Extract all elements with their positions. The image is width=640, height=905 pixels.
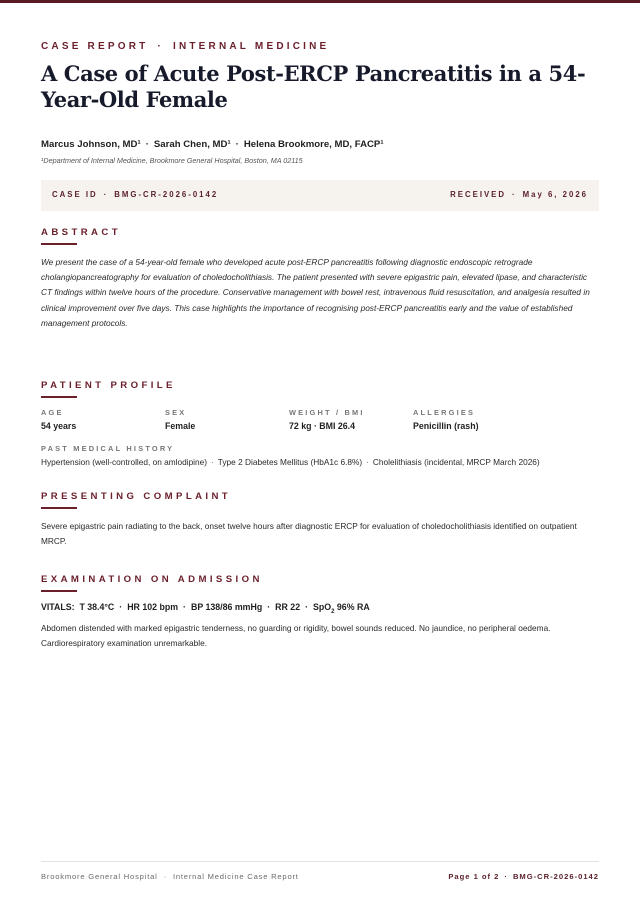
vital-blood-pressure: BP 138/86 mmHg bbox=[190, 602, 263, 612]
report-category: CASE REPORT bbox=[41, 41, 149, 52]
footer-hospital: Brookmore General Hospital bbox=[41, 872, 158, 881]
past-medical-history bbox=[41, 457, 601, 467]
examination-text: Abdomen distended with marked epigastric tenderness, no guarding or rigidity, bowel sounds reduced. No jaundice, no peripheral oedema. Cardiorespiratory examination unremarkable. bbox=[41, 623, 551, 648]
footer-separator: · bbox=[163, 872, 167, 881]
vitals-line bbox=[41, 602, 370, 615]
weight-bmi-label: WEIGHT / BMI bbox=[289, 408, 365, 417]
pmh-separator: · bbox=[211, 457, 214, 467]
vitals-separator: · bbox=[305, 602, 309, 612]
received-value: May 6, 2026 bbox=[522, 190, 588, 199]
spo2-prefix: SpO bbox=[313, 602, 332, 612]
presenting-complaint-heading: PRESENTING COMPLAINT bbox=[41, 491, 232, 502]
age-value: 54 years bbox=[41, 421, 77, 431]
presenting-complaint-text: Severe epigastric pain radiating to the back, onset twelve hours after diagnostic ERCP for evaluation of choledocholithiasis identified on outpatient MRCP. bbox=[41, 521, 577, 546]
received-date bbox=[450, 190, 588, 199]
footer-source bbox=[41, 872, 299, 881]
report-kicker bbox=[41, 41, 329, 52]
vital-spo2 bbox=[313, 602, 370, 615]
received-label: RECEIVED bbox=[450, 190, 507, 199]
report-specialty: INTERNAL MEDICINE bbox=[172, 41, 330, 52]
footer-pagination bbox=[448, 872, 599, 881]
vital-respiratory-rate: RR 22 bbox=[275, 602, 301, 612]
footer-report-type: Internal Medicine Case Report bbox=[172, 872, 299, 881]
footer-separator: · bbox=[504, 872, 508, 881]
patient-profile-heading-rule bbox=[41, 396, 77, 398]
case-meta-bar bbox=[41, 180, 599, 211]
kicker-separator: · bbox=[157, 41, 164, 52]
examination-heading-rule bbox=[41, 590, 77, 592]
report-title: A Case of Acute Post-ERCP Pancreatitis in a 54-Year-Old Female bbox=[41, 61, 586, 112]
author-2: Sarah Chen, MD¹ bbox=[153, 139, 231, 150]
examination-heading: EXAMINATION ON ADMISSION bbox=[41, 574, 263, 585]
case-id-value: BMG-CR-2026-0142 bbox=[114, 190, 219, 199]
page-number: Page 1 of 2 bbox=[448, 872, 500, 881]
top-accent-rule bbox=[0, 0, 640, 3]
meta-separator: · bbox=[512, 190, 517, 199]
author-1: Marcus Johnson, MD¹ bbox=[41, 139, 141, 150]
vitals-separator: · bbox=[119, 602, 123, 612]
case-id bbox=[52, 190, 218, 199]
presenting-complaint-heading-rule bbox=[41, 507, 77, 509]
meta-separator: · bbox=[103, 190, 109, 199]
vital-heart-rate: HR 102 bpm bbox=[127, 602, 179, 612]
footer-case-id: BMG-CR-2026-0142 bbox=[512, 872, 599, 881]
abstract-text: We present the case of a 54-year-old female who developed acute post-ERCP pancreatitis following diagnostic endoscopic retrograde cholangiopancreatography for evaluation of choledocholithiasis. The patient presented with severe epigastric pain, elevated lipase, and characteristic CT findings within twelve hours of the procedure. Conservative management with bowel rest, intravenous fluid resuscitation, and analgesia resulted in clinical improvement over five days. This case highlights the importance of recognising post-ERCP pancreatitis early and the value of established management protocols. bbox=[41, 257, 590, 328]
weight-bmi-value: 72 kg · BMI 26.4 bbox=[289, 421, 356, 431]
case-id-label: CASE ID bbox=[52, 190, 98, 199]
spo2-value: 96% RA bbox=[334, 602, 370, 612]
vital-temperature: T 38.4°C bbox=[79, 602, 115, 612]
vitals-separator: · bbox=[267, 602, 271, 612]
abstract-heading: ABSTRACT bbox=[41, 227, 121, 238]
sex-label: SEX bbox=[165, 408, 187, 417]
pmh-separator: · bbox=[366, 457, 369, 467]
past-medical-history-label: PAST MEDICAL HISTORY bbox=[41, 444, 175, 453]
author-separator: · bbox=[235, 139, 239, 150]
spo2-subscript: 2 bbox=[331, 608, 335, 615]
author-3: Helena Brookmore, MD, FACP¹ bbox=[243, 139, 384, 150]
pmh-item: Hypertension (well-controlled, on amlodipine) bbox=[41, 457, 208, 467]
patient-profile-heading: PATIENT PROFILE bbox=[41, 380, 176, 391]
abstract-heading-rule bbox=[41, 243, 77, 245]
pmh-item: Cholelithiasis (incidental, MRCP March 2026) bbox=[372, 457, 540, 467]
age-label: AGE bbox=[41, 408, 64, 417]
author-separator: · bbox=[145, 139, 149, 150]
author-list bbox=[41, 139, 384, 150]
allergies-value: Penicillin (rash) bbox=[413, 421, 479, 431]
vitals-label: VITALS: bbox=[41, 602, 75, 612]
vitals-separator: · bbox=[183, 602, 186, 612]
pmh-item: Type 2 Diabetes Mellitus (HbA1c 6.8%) bbox=[217, 457, 363, 467]
sex-value: Female bbox=[165, 421, 196, 431]
allergies-label: ALLERGIES bbox=[413, 408, 476, 417]
footer-rule bbox=[41, 861, 599, 862]
author-affiliation: ¹Department of Internal Medicine, Brookmore General Hospital, Boston, MA 02115 bbox=[41, 156, 303, 165]
